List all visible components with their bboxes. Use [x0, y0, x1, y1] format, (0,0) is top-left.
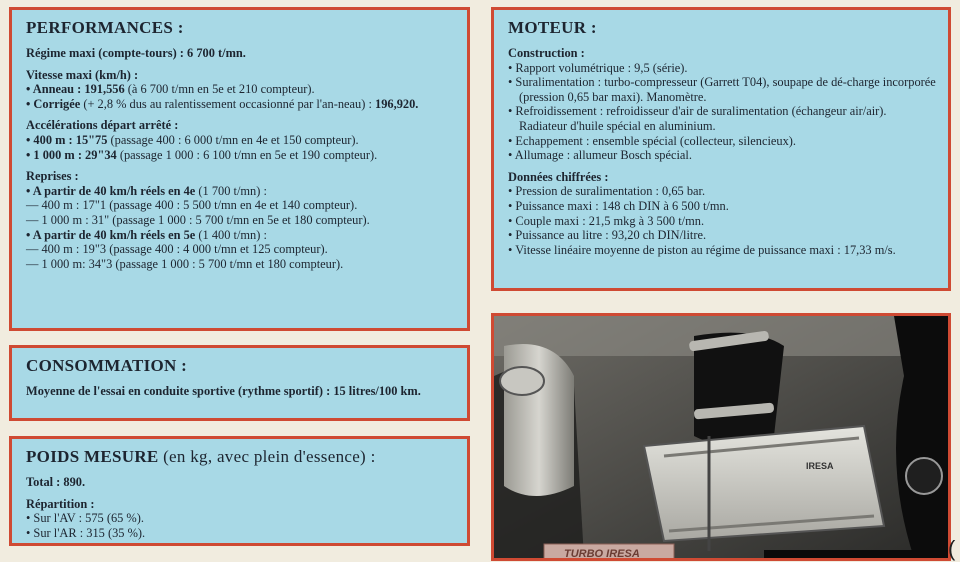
- rep-4-400: — 400 m : 17"1 (passage 400 : 5 500 t/mn en 4e et 140 compteur).: [26, 198, 358, 213]
- tank-cap: [500, 367, 544, 395]
- donnees-list: [508, 184, 936, 257]
- rep-4-1000: — 1 000 m : 31" (passage 1 000 : 5 700 t/mn en 5e et 180 compteur).: [26, 212, 370, 227]
- rep-4-label: • A partir de 40 km/h réels en 4e: [26, 183, 196, 198]
- accel-1000-label: • 1 000 m : 29"34: [26, 147, 117, 162]
- construction-item: • Refroidissement : refroidisseur d'air de suralimentation (échangeur air/air). Radiateur d'huile spécial en aluminium.: [508, 104, 887, 133]
- rep-4-line: [26, 184, 455, 199]
- rep-5-label: • A partir de 40 km/h réels en 5e: [26, 227, 196, 242]
- repartition-av: • Sur l'AV : 575 (65 %).: [26, 511, 144, 526]
- plate-label: TURBO IRESA: [564, 548, 640, 558]
- construction-item: • Rapport volumétrique : 9,5 (série).: [508, 60, 688, 75]
- poids-box: [9, 436, 470, 546]
- moteur-box: [491, 7, 951, 291]
- anneau-rest: (à 6 700 t/mn en 5e et 210 compteur).: [124, 82, 315, 97]
- corrigee-line: [26, 97, 455, 112]
- performances-title: PERFORMANCES :: [26, 18, 184, 37]
- rep-5-rest: (1 400 t/mn) :: [195, 227, 267, 242]
- construction-item: • Allumage : allumeur Bosch spécial.: [508, 148, 692, 163]
- poids-title: [26, 447, 455, 467]
- accel-400-rest: (passage 400 : 6 000 t/mn en 4e et 150 compteur).: [107, 132, 359, 147]
- anneau-label: • Anneau : 191,556: [26, 82, 125, 97]
- reprises-title: Reprises :: [26, 169, 79, 184]
- construction-item: • Echappement : ensemble spécial (collecteur, silencieux).: [508, 133, 797, 148]
- corrigee-value: 196,920.: [375, 96, 419, 111]
- rep-4-rest: (1 700 t/mn) :: [195, 183, 267, 198]
- donnees-item: • Vitesse linéaire moyenne de piston au régime de puissance maxi : 17,33 m/s.: [508, 242, 896, 257]
- intake-hose: [694, 333, 784, 446]
- poids-title-bold: POIDS MESURE: [26, 447, 159, 466]
- rep-5-400: — 400 m : 19"3 (passage 400 : 4 000 t/mn et 125 compteur).: [26, 242, 328, 257]
- regime-line: Régime maxi (compte-tours) : 6 700 t/mn.: [26, 46, 246, 60]
- performances-box: [9, 7, 470, 331]
- rep-5-line: [26, 228, 455, 243]
- consommation-box: [9, 345, 470, 421]
- consommation-text: Moyenne de l'essai en conduite sportive (rythme sportif) : 15 litres/100 km.: [26, 384, 421, 398]
- poids-total: Total : 890.: [26, 475, 86, 489]
- engine-photo-illustration: [494, 316, 948, 558]
- donnees-item: • Puissance au litre : 93,20 ch DIN/litre.: [508, 228, 707, 243]
- rep-5-1000: — 1 000 m: 34"3 (passage 1 000 : 5 700 t/mn et 180 compteur).: [26, 256, 344, 271]
- accel-400-label: • 400 m : 15"75: [26, 132, 108, 147]
- consommation-title: CONSOMMATION :: [26, 356, 188, 375]
- construction-title: Construction :: [508, 46, 585, 60]
- corrigee-rest: (+ 2,8 % dus au ralentissement occasionné par l'an-neau) :: [80, 96, 376, 111]
- anneau-line: [26, 82, 455, 97]
- engine-photo: [491, 313, 951, 561]
- donnees-item: • Couple maxi : 21,5 mkg à 3 500 t/mn.: [508, 213, 705, 228]
- poids-title-rest: (en kg, avec plein d'essence) :: [158, 447, 376, 466]
- construction-item: • Suralimentation : turbo-compresseur (Garrett T04), soupape de dé-charge incorporée (pression 0,65 bar maxi). Manomètre.: [508, 75, 936, 104]
- accel-1000-rest: (passage 1 000 : 6 100 t/mn en 5e et 190 compteur).: [116, 147, 378, 162]
- donnees-title: Données chiffrées :: [508, 169, 609, 184]
- accel-1000-line: [26, 148, 455, 163]
- construction-list: [508, 61, 936, 163]
- accel-title: Accélérations départ arrêté :: [26, 118, 179, 133]
- donnees-item: • Puissance maxi : 148 ch DIN à 6 500 t/mn.: [508, 198, 729, 213]
- vitesse-title: Vitesse maxi (km/h) :: [26, 67, 139, 82]
- repartition-title: Répartition :: [26, 496, 95, 511]
- repartition-ar: • Sur l'AR : 315 (35 %).: [26, 525, 146, 540]
- donnees-item: • Pression de suralimentation : 0,65 bar.: [508, 184, 706, 199]
- brand-label: IRESA: [806, 461, 834, 471]
- accel-400-line: [26, 133, 455, 148]
- corrigee-label: • Corrigée: [26, 96, 81, 111]
- moteur-title: MOTEUR :: [508, 18, 597, 37]
- page-edge-mark: (: [948, 536, 956, 561]
